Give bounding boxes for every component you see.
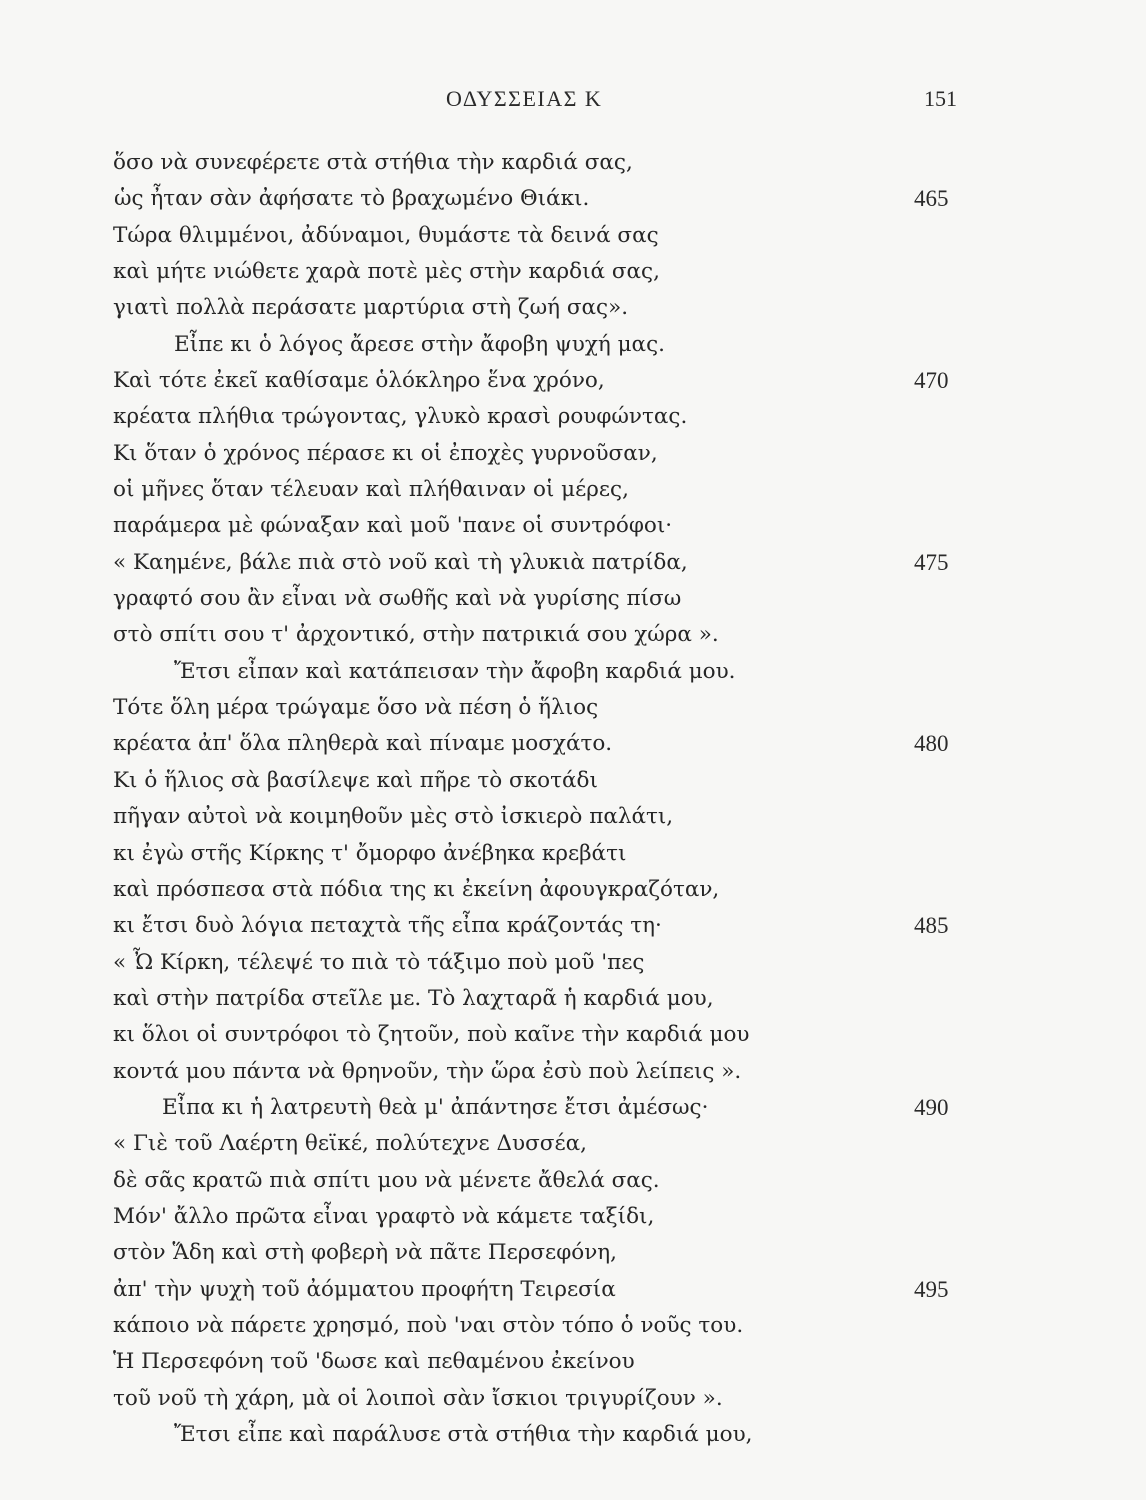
verse-line: οἱ μῆνες ὅταν τέλευαν καὶ πλήθαιναν οἱ μέρες, xyxy=(113,477,629,502)
verse-line: Τότε ὅλη μέρα τρώγαμε ὅσο νὰ πέση ὁ ἥλιος xyxy=(113,695,599,720)
line-number: 490 xyxy=(914,1095,949,1120)
verse-line: Ἡ Περσεφόνη τοῦ 'δωσε καὶ πεθαμένου ἐκείνου xyxy=(113,1349,635,1374)
page-number: 151 xyxy=(924,86,957,111)
verse-line: Καὶ τότε ἐκεῖ καθίσαμε ὁλόκληρο ἕνα χρόνο, xyxy=(113,368,605,393)
verse-line: παράμερα μὲ φώναξαν καὶ μοῦ 'πανε οἱ συντρόφοι· xyxy=(113,513,673,538)
verse-line: πῆγαν αὐτοὶ νὰ κοιμηθοῦν μὲς στὸ ἰσκιερὸ παλάτι, xyxy=(113,804,674,829)
verse-line: γιατὶ πολλὰ περάσατε μαρτύρια στὴ ζωή σας». xyxy=(113,295,629,320)
verse-line: καὶ στὴν πατρίδα στεῖλε με. Τὸ λαχταρᾶ ἡ καρδιά μου, xyxy=(113,986,714,1011)
verse-line: κρέατα πλήθια τρώγοντας, γλυκὸ κρασὶ ρουφώντας. xyxy=(113,404,688,429)
line-number: 475 xyxy=(914,550,949,575)
verse-line: « Γιὲ τοῦ Λαέρτη θεϊκέ, πολύτεχνε Δυσσέα, xyxy=(113,1131,587,1156)
verse-line: κι ὅλοι οἱ συντρόφοι τὸ ζητοῦν, ποὺ καῖνε τὴν καρδιά μου xyxy=(113,1022,750,1047)
verse-line: κοντά μου πάντα νὰ θρηνοῦν, τὴν ὥρα ἐσὺ ποὺ λείπεις ». xyxy=(113,1059,742,1084)
verse-line: καὶ μήτε νιώθετε χαρὰ ποτὲ μὲς στὴν καρδιά σας, xyxy=(113,259,660,284)
line-number: 465 xyxy=(914,186,949,211)
verse-line: κι ἔτσι δυὸ λόγια πεταχτὰ τῆς εἶπα κράζοντάς τη· xyxy=(113,913,662,938)
verse-line: Κι ὅταν ὁ χρόνος πέρασε κι οἱ ἐποχὲς γυρνοῦσαν, xyxy=(113,441,658,466)
verse-line: στὸν Ἅδη καὶ στὴ φοβερὴ νὰ πᾶτε Περσεφόνη, xyxy=(113,1240,617,1265)
line-number: 480 xyxy=(914,731,949,756)
verse-line: δὲ σᾶς κρατῶ πιὰ σπίτι μου νὰ μένετε ἄθελά σας. xyxy=(113,1168,660,1193)
line-number: 495 xyxy=(914,1277,949,1302)
verse-line: Ἔτσι εἶπε καὶ παράλυσε στὰ στήθια τὴν καρδιά μου, xyxy=(174,1422,753,1447)
verse-line: καὶ πρόσπεσα στὰ πόδια της κι ἐκείνη ἀφουγκραζόταν, xyxy=(113,877,720,902)
verse-line: Εἶπε κι ὁ λόγος ἄρεσε στὴν ἄφοβη ψυχή μας. xyxy=(174,332,665,357)
verse-line: « Καημένε, βάλε πιὰ στὸ νοῦ καὶ τὴ γλυκιὰ πατρίδα, xyxy=(113,550,688,575)
verse-line: Κι ὁ ἥλιος σὰ βασίλεψε καὶ πῆρε τὸ σκοτάδι xyxy=(113,768,598,793)
verse-line: ὅσο νὰ συνεφέρετε στὰ στήθια τὴν καρδιά σας, xyxy=(113,150,633,175)
verse-line: Ἔτσι εἶπαν καὶ κατάπεισαν τὴν ἄφοβη καρδιά μου. xyxy=(174,659,736,684)
verse-line: γραφτό σου ἂν εἶναι νὰ σωθῆς καὶ νὰ γυρίσης πίσω xyxy=(113,586,682,611)
verse-line: στὸ σπίτι σου τ' ἀρχοντικό, στὴν πατρικιά σου χώρα ». xyxy=(113,622,719,647)
line-number: 470 xyxy=(914,368,949,393)
verse-line: κρέατα ἀπ' ὅλα πληθερὰ καὶ πίναμε μοσχάτο. xyxy=(113,731,613,756)
verse-line: Τώρα θλιμμένοι, ἀδύναμοι, θυμάστε τὰ δεινά σας xyxy=(113,223,659,248)
verse-line: κάποιο νὰ πάρετε χρησμό, ποὺ 'ναι στὸν τόπο ὁ νοῦς του. xyxy=(113,1313,744,1338)
verse-line: ἀπ' τὴν ψυχὴ τοῦ ἀόμματου προφήτη Τειρεσία xyxy=(113,1277,616,1302)
running-header-title: ΟΔΥΣΣΕΙΑΣ Κ xyxy=(446,86,603,111)
verse-line: « Ὦ Κίρκη, τέλεψέ το πιὰ τὸ τάξιμο ποὺ μοῦ 'πες xyxy=(113,950,645,975)
verse-line: ὡς ἦταν σὰν ἀφήσατε τὸ βραχωμένο Θιάκι. xyxy=(114,186,590,211)
verse-line: Μόν' ἄλλο πρῶτα εἶναι γραφτὸ νὰ κάμετε ταξίδι, xyxy=(113,1204,655,1229)
verse-line: τοῦ νοῦ τὴ χάρη, μὰ οἱ λοιποὶ σὰν ἴσκιοι τριγυρίζουν ». xyxy=(113,1386,723,1411)
line-number: 485 xyxy=(914,913,949,938)
verse-line: Εἶπα κι ἡ λατρευτὴ θεὰ μ' ἀπάντησε ἔτσι ἀμέσως· xyxy=(162,1095,709,1120)
verse-line: κι ἐγὼ στῆς Κίρκης τ' ὄμορφο ἀνέβηκα κρεβάτι xyxy=(113,841,627,866)
